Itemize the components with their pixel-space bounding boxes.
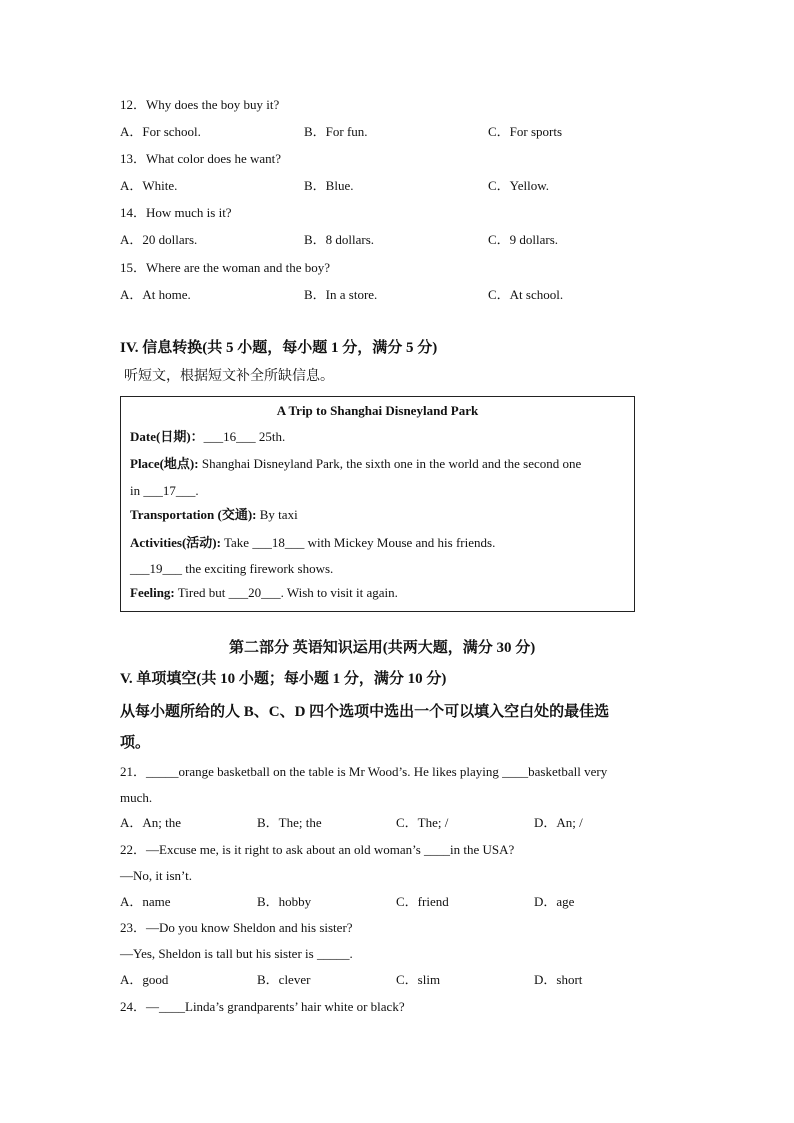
date-text: 25th. [255,429,286,444]
date-line [130,429,285,445]
option-22c: C．friend [396,894,449,909]
option-22b: B．hobby [257,894,312,909]
place-label: Place(地点): [130,456,199,471]
question-22: 22．—Excuse me, is it right to ask about an old woman’s ____in the USA? [120,842,515,857]
section-5-instruction-1: 从每小题所给的人 B、C、D 四个选项中选出一个可以填入空白处的最佳选 [120,704,610,720]
feeling-prefix: Tired but [174,585,229,600]
blank-20: ___20___ [228,585,281,600]
option-14c: C．9 dollars. [488,232,559,247]
option-15b: B．In a store. [304,287,378,302]
option-15c: C．At school. [488,287,564,302]
question-14: 14．How much is it? [120,205,232,220]
part-2-heading: 第二部分 英语知识运用(共两大题，满分 30 分) [229,640,536,656]
transport-line [130,507,298,523]
info-box [120,396,635,612]
option-23a: A．good [120,972,169,987]
feeling-line [130,585,398,601]
blank-17: ___17___ [143,483,196,498]
option-14a: A．20 dollars. [120,232,198,247]
option-12a: A．For school. [120,124,201,139]
place-suffix: . [195,483,199,498]
activities-line [130,535,495,551]
question-21: 21．_____orange basketball on the table is Mr Wood’s. He likes playing ____basketball very [120,764,608,779]
option-23c: C．slim [396,972,441,987]
section-5-instruction-2: 项。 [120,735,151,751]
option-21d: D．An; / [534,815,583,830]
blank-19: ___19___ [130,561,182,576]
option-12c: C．For sports [488,124,563,139]
option-23b: B．clever [257,972,311,987]
option-13b: B．Blue. [304,178,354,193]
feeling-label: Feeling: [130,585,175,600]
place-text: Shanghai Disneyland Park, the sixth one in the world and the second one [198,456,582,471]
section-4-heading: IV. 信息转换(共 5 小题，每小题 1 分，满分 5 分) [120,340,438,356]
option-21c: C．The; / [396,815,449,830]
activities-label: Activities(活动): [130,535,221,550]
date-label: Date(日期)： [130,429,204,444]
feeling-suffix: . Wish to visit it again. [280,585,398,600]
info-box-title: A Trip to Shanghai Disneyland Park [276,403,479,418]
question-23-reply: —Yes, Sheldon is tall but his sister is _____. [120,946,353,961]
activities-prefix: Take [220,535,253,550]
transport-label: Transportation (交通): [130,507,257,522]
question-15: 15．Where are the woman and the boy? [120,260,331,275]
transport-text: By taxi [256,507,298,522]
section-5-heading: V. 单项填空(共 10 小题；每小题 1 分，满分 10 分) [120,671,447,687]
blank-16: ___16___ [203,429,256,444]
option-14b: B．8 dollars. [304,232,375,247]
section-4-instruction: 听短文，根据短文补全所缺信息。 [124,369,334,384]
option-13a: A．White. [120,178,178,193]
question-24: 24．—____Linda’s grandparents’ hair white or black? [120,999,405,1014]
place-line [130,456,581,472]
option-22d: D．age [534,894,575,909]
question-21-cont: much. [120,790,153,805]
option-22a: A．name [120,894,171,909]
place-prefix: in [130,483,144,498]
option-21a: A．An; the [120,815,182,830]
blank-18: ___18___ [252,535,305,550]
line-19-text: the exciting firework shows. [182,561,334,576]
activities-suffix: with Mickey Mouse and his friends. [304,535,496,550]
option-13c: C．Yellow. [488,178,550,193]
option-23d: D．short [534,972,583,987]
option-21b: B．The; the [257,815,322,830]
question-22-reply: —No, it isn’t. [120,868,192,883]
line-19 [130,561,333,577]
option-15a: A．At home. [120,287,191,302]
place-line-2 [130,483,199,499]
question-12: 12．Why does the boy buy it? [120,97,280,112]
question-23: 23．—Do you know Sheldon and his sister? [120,920,353,935]
option-12b: B．For fun. [304,124,368,139]
question-13: 13．What color does he want? [120,151,282,166]
